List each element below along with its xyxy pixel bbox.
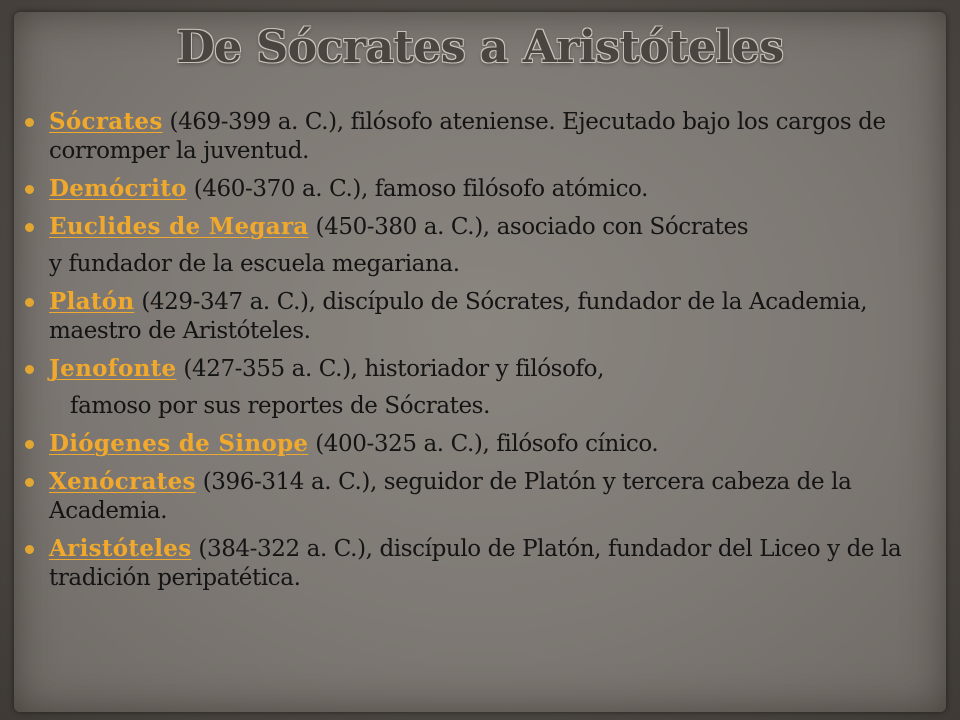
list-item-euclides-continuation	[22, 250, 947, 279]
bullet-icon	[25, 118, 34, 127]
list-item-diogenes	[22, 429, 947, 459]
item-text: (469-399 a. C.), filósofo ateniense. Ejecutado bajo los cargos de corromper la juventud.	[49, 109, 886, 164]
list-item-aristoteles	[22, 534, 947, 593]
list-item-socrates	[22, 107, 947, 166]
page-title: De Sócrates a Aristóteles	[176, 22, 784, 73]
link-xenocrates[interactable]: Xenócrates	[49, 468, 196, 495]
bullet-icon	[25, 365, 34, 374]
list-item-jenofonte	[22, 354, 947, 384]
item-continuation-text: famoso por sus reportes de Sócrates.	[70, 393, 490, 419]
link-platon[interactable]: Platón	[49, 288, 135, 315]
list-item-euclides	[22, 212, 947, 242]
item-continuation-text: y fundador de la escuela megariana.	[49, 251, 460, 277]
philosopher-list	[22, 107, 947, 593]
item-text: (460-370 a. C.), famoso filósofo atómico.	[186, 176, 649, 202]
list-item-democrito	[22, 174, 947, 204]
bullet-icon	[25, 545, 34, 554]
list-item-jenofonte-continuation	[22, 392, 947, 421]
link-democrito[interactable]: Demócrito	[49, 175, 187, 202]
bullet-icon	[25, 223, 34, 232]
item-text: (429-347 a. C.), discípulo de Sócrates, fundador de la Academia, maestro de Aristóteles.	[49, 289, 868, 344]
link-socrates[interactable]: Sócrates	[49, 108, 163, 135]
link-diogenes-de-sinope[interactable]: Diógenes de Sinope	[49, 430, 309, 457]
item-text: (384-322 a. C.), discípulo de Platón, fundador del Liceo y de la tradición peripatética.	[49, 536, 902, 591]
item-text: (400-325 a. C.), filósofo cínico.	[308, 431, 659, 457]
link-jenofonte[interactable]: Jenofonte	[49, 355, 177, 382]
bullet-icon	[25, 185, 34, 194]
link-aristoteles[interactable]: Aristóteles	[49, 535, 192, 562]
item-text: (450-380 a. C.), asociado con Sócrates	[308, 214, 749, 240]
item-text: (427-355 a. C.), historiador y filósofo,	[176, 356, 604, 382]
bullet-icon	[25, 298, 34, 307]
bullet-icon	[25, 440, 34, 449]
bullet-icon	[25, 478, 34, 487]
item-text: (396-314 a. C.), seguidor de Platón y tercera cabeza de la Academia.	[49, 469, 852, 524]
link-euclides-de-megara[interactable]: Euclides de Megara	[49, 213, 309, 240]
list-item-platon	[22, 287, 947, 346]
list-item-xenocrates	[22, 467, 947, 526]
